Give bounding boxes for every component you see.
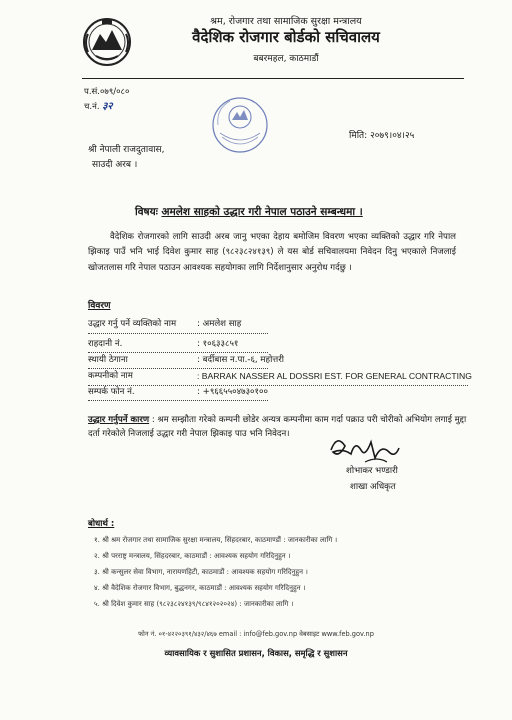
details-value-company: : BARRAK NASSER AL DOSSRI EST. FOR GENERAL CONTRACTING — [197, 371, 472, 381]
details-label-company: कम्पनीको नाम — [88, 371, 133, 381]
subject-line — [135, 205, 363, 219]
recipient-line-2: साउदी अरब । — [92, 160, 138, 170]
office-name: वैदेशिक रोजगार बोर्डको सचिवालय — [192, 28, 380, 46]
dotted-rule — [88, 400, 268, 401]
dispatch-value: ३२ — [102, 101, 113, 112]
details-heading: विवरण — [88, 301, 111, 311]
signatory-name: शोभाकर भण्डारी — [346, 466, 398, 476]
reason-label: उद्धार गर्नुपर्ने कारण — [88, 415, 150, 425]
details-value-passport: : १०६३३८५१ — [197, 339, 239, 349]
footer-motto: व्यावसायिक र सुशासित प्रशासन, विकास, समृद्धि र सुशासन — [164, 648, 348, 658]
recipient-line-1: श्री नेपाली राजदुतावास, — [88, 145, 165, 155]
office-stamp-icon — [210, 95, 270, 155]
handwritten-signature — [325, 428, 405, 468]
cc-item: ५. श्री दिवेश कुमार साह (९८२३८२४१३९/९८४१२०२०२४) : जानकारीका लागि । — [94, 600, 294, 608]
dotted-rule — [88, 333, 268, 334]
ministry-name: श्रम, रोजगार तथा सामाजिक सुरक्षा मन्त्रालय — [210, 16, 362, 27]
cc-item: २. श्री परराष्ट्र मन्त्रालय, सिंहदरबार, काठमाडौं : आवश्यक सहयोग गरिदिनुहुन । — [94, 552, 291, 560]
details-value-address: : बर्दीबास न.पा.-६, महोत्तरी — [197, 355, 284, 365]
fiscal-year: प.सं.०७९/०८० — [84, 87, 130, 97]
details-label-address: स्थायी ठेगाना — [88, 355, 128, 365]
cc-item: ४. श्री वैदेशिक रोजगार विभाग, बुद्धनगर, काठमाडौं : आवश्यक सहयोग गरिदिनुहुन । — [94, 584, 306, 592]
body-paragraph: वैदेशिक रोजगारको लागि साउदी अरब जानु भएका देहाय बमोजिम विवरण भएका व्यक्तिको उद्धार गरि नेपाल झिकाइ पाउँ भनि भाई दिवेश कुमार साह (९८२३८२४१३९) ले यस बोर्ड सचिवालयमा निवेदन दिनु भएकाले निजलाई खोजतलास गरि नेपाल पठाउन आवश्यक सहयोगका लागि निर्देशानुसार अनुरोध गर्दछु । — [88, 232, 456, 273]
header-divider — [82, 78, 464, 79]
rescue-reason — [88, 413, 468, 441]
cc-heading: बोधार्थ : — [88, 519, 115, 529]
details-label-name: उद्धार गर्नु पर्ने व्यक्तिको नाम — [88, 319, 177, 329]
dispatch-label: च.नं. — [84, 102, 100, 112]
dispatch-number — [84, 98, 113, 112]
cc-item: १. श्री श्रम रोजगार तथा सामाजिक सुरक्षा मन्त्रालय, सिंहदरबार, काठमाण्डौं : जानकारीका लागि । — [94, 536, 338, 544]
details-label-passport: राहदानी नं. — [88, 339, 123, 349]
footer-contact: फोन नं. ०१-४२२०३९१/४३२/४६७ email : info@feb.gov.np वेबसाइट www.feb.gov.np — [138, 630, 374, 638]
details-value-name: : अमलेश साह — [197, 319, 242, 329]
letter-date: मिति: २०७९।०४।२५ — [349, 131, 415, 141]
office-address: बबरमहल, काठमाडौं — [253, 54, 319, 64]
reason-text: : श्रम सम्झौता गरेको कम्पनी छोडेर अन्यत्र कम्पनीमा काम गर्दा पक्राउ परी चोरीको अभियोग लगाई मुद्दा दर्ता गरेकोले निजलाई उद्धार गरी नेपाल झिकाइ पाउ भनि निवेदन। — [88, 415, 467, 439]
subject-text: अमलेश साहको उद्धार गरी नेपाल पठाउने सम्बन्धमा । — [161, 206, 363, 218]
details-value-phone: : +९६६५५०४७३०१०० — [197, 387, 268, 397]
subject-label: विषयः — [135, 206, 158, 218]
cc-item: ३. श्री कन्सुलर सेवा विभाग, नारायणहिटी, काठमाडौं : आवश्यक सहयोग गरिदिनुहुन । — [94, 568, 308, 576]
details-label-phone: सम्पर्क फोन नं. — [88, 387, 135, 397]
signatory-title: शाखा अधिकृत — [350, 482, 396, 492]
dotted-rule — [88, 385, 468, 386]
